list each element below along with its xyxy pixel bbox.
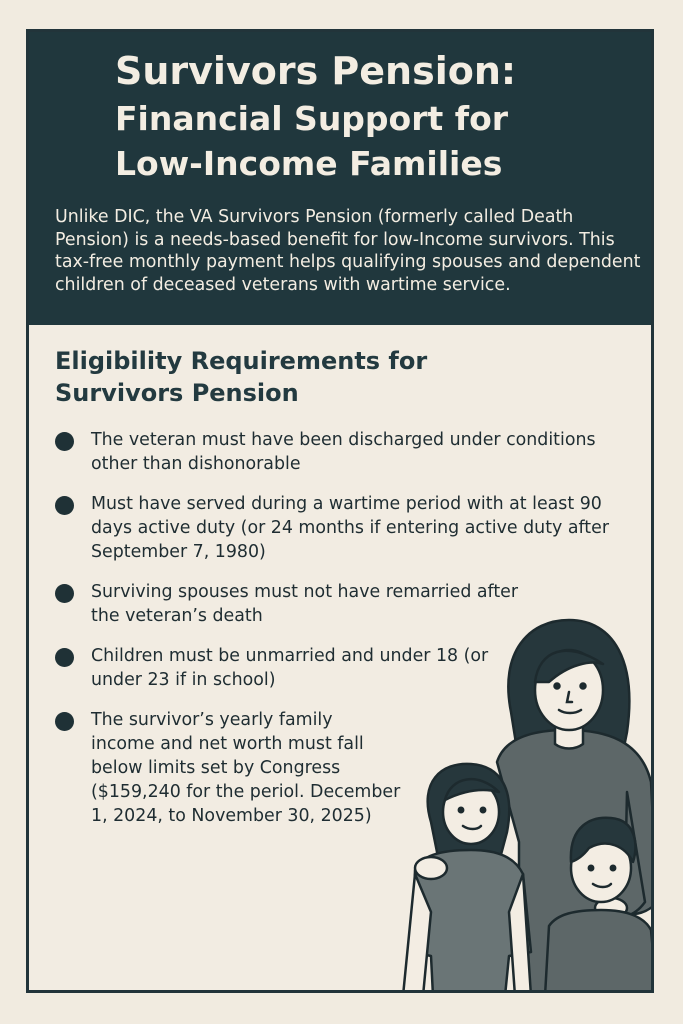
list-item-text: Surviving spouses must not have remarried after the veteran’s death — [91, 582, 519, 626]
page-title — [115, 46, 635, 186]
title-line-3: Low-Income Families — [115, 144, 503, 183]
family-illustration-icon — [379, 612, 654, 993]
list-item — [55, 428, 611, 476]
bullet-icon — [55, 432, 74, 451]
bullet-icon — [55, 584, 74, 603]
bullet-icon — [55, 648, 74, 667]
intro-paragraph: Unlike DIC, the VA Survivors Pension (formerly called Death Pension) is a needs-based benefit for low-Income survivors. This tax-free monthly payment helps qualifying spouses and dependent children of deceased veterans with wartime service. — [55, 207, 641, 295]
header-banner — [29, 32, 651, 325]
bullet-icon — [55, 496, 74, 515]
bullet-icon — [55, 712, 74, 731]
title-line-2: Financial Support for — [115, 99, 509, 138]
title-line-1: Survivors Pension: — [115, 49, 517, 93]
eligibility-heading: Eligibility Requirements for Survivors Pension — [55, 347, 428, 407]
list-item-text: The survivor’s yearly family income and net worth must fall below limits set by Congress ($159,240 for the periol. December 1, 2024, to November 30, 2025) — [91, 710, 401, 826]
poster — [26, 29, 654, 993]
list-item-text: Must have served during a wartime period with at least 90 days active duty (or 24 months if entering active duty after September 7, 1980) — [91, 494, 609, 562]
list-item — [55, 708, 401, 828]
list-item-text: Children must be unmarried and under 18 (or under 23 if in school) — [91, 646, 489, 690]
list-item-text: The veteran must have been discharged under conditions other than dishonorable — [91, 430, 596, 474]
list-item — [55, 492, 611, 564]
